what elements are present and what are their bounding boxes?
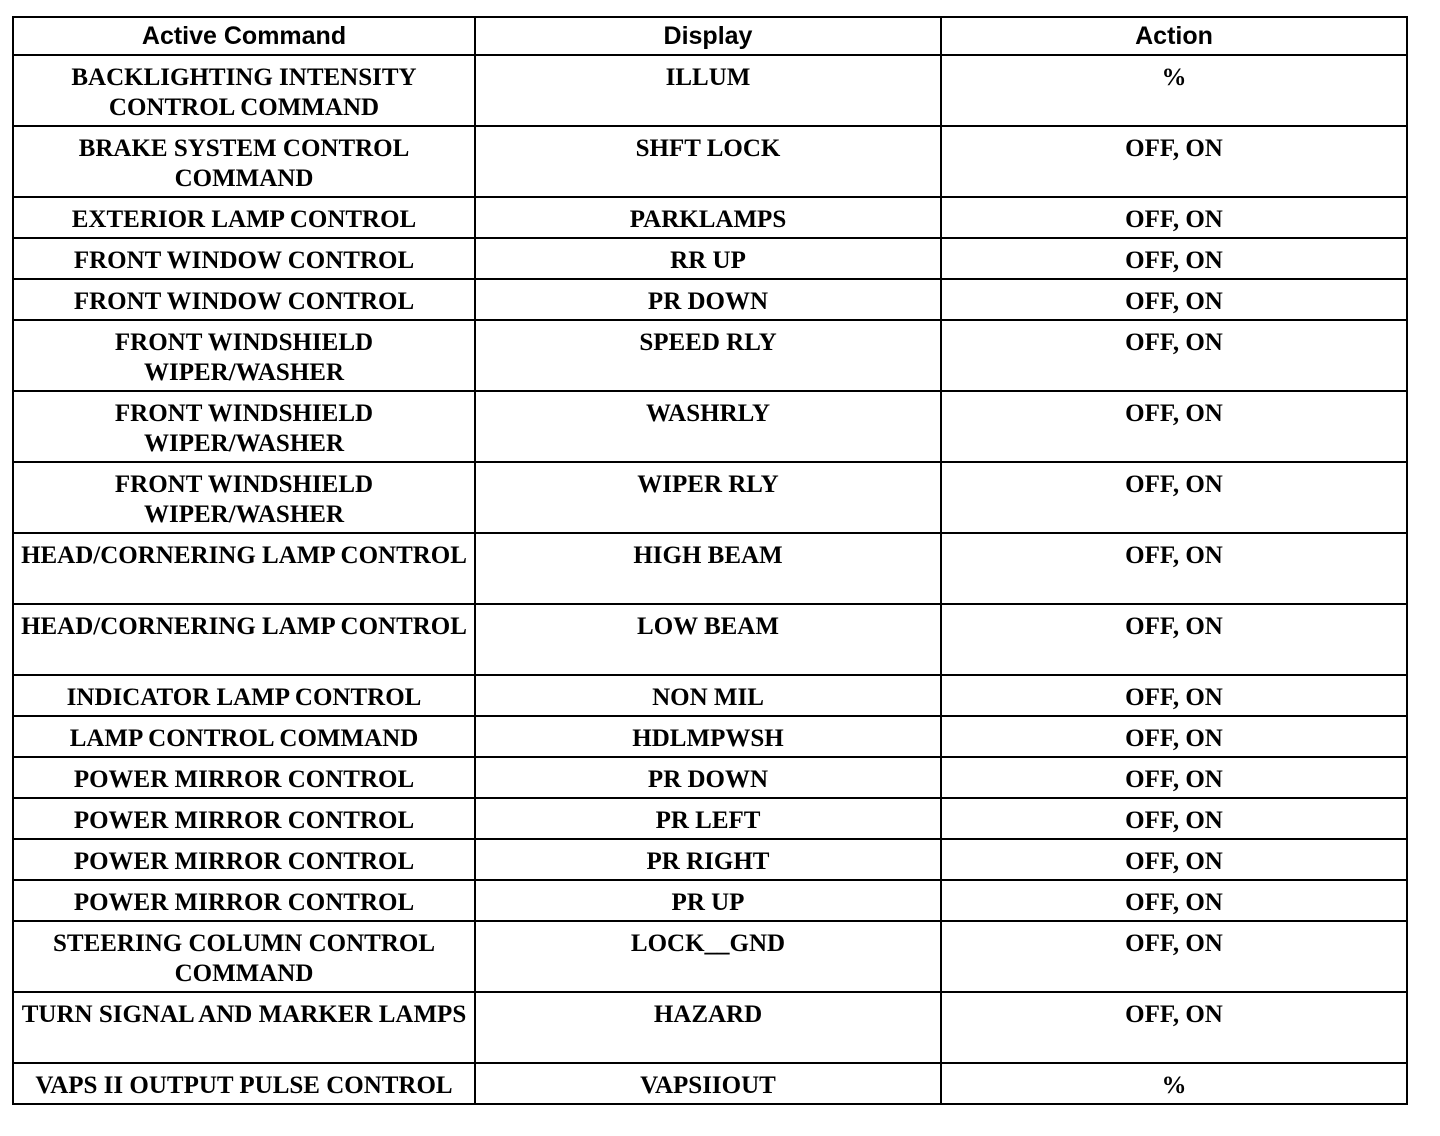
table-row xyxy=(13,279,1407,320)
cell-display: ILLUM xyxy=(475,55,941,126)
cell-active-command: EXTERIOR LAMP CONTROL xyxy=(13,197,475,238)
cell-display: LOCK__GND xyxy=(475,921,941,992)
cell-display: WIPER RLY xyxy=(475,462,941,533)
table-row xyxy=(13,533,1407,604)
table-row xyxy=(13,798,1407,839)
cell-action: OFF, ON xyxy=(941,839,1407,880)
table-row xyxy=(13,391,1407,462)
cell-action: OFF, ON xyxy=(941,798,1407,839)
table-row xyxy=(13,716,1407,757)
table-row xyxy=(13,757,1407,798)
cell-action: OFF, ON xyxy=(941,279,1407,320)
cell-display: HDLMPWSH xyxy=(475,716,941,757)
cell-active-command: FRONT WINDSHIELD WIPER/WASHER xyxy=(13,320,475,391)
table-row xyxy=(13,126,1407,197)
table-row xyxy=(13,675,1407,716)
cell-active-command: BACKLIGHTING INTENSITY CONTROL COMMAND xyxy=(13,55,475,126)
cell-action: OFF, ON xyxy=(941,675,1407,716)
cell-action: OFF, ON xyxy=(941,992,1407,1063)
cell-action: OFF, ON xyxy=(941,238,1407,279)
cell-action: OFF, ON xyxy=(941,880,1407,921)
cell-display: PR RIGHT xyxy=(475,839,941,880)
cell-active-command: VAPS II OUTPUT PULSE CONTROL xyxy=(13,1063,475,1104)
cell-action: OFF, ON xyxy=(941,533,1407,604)
cell-display: HAZARD xyxy=(475,992,941,1063)
cell-display: PR UP xyxy=(475,880,941,921)
table-row xyxy=(13,238,1407,279)
cell-action: % xyxy=(941,55,1407,126)
cell-display: SHFT LOCK xyxy=(475,126,941,197)
header-row xyxy=(13,17,1407,55)
cell-display: HIGH BEAM xyxy=(475,533,941,604)
cell-active-command: HEAD/CORNERING LAMP CONTROL xyxy=(13,604,475,675)
cell-action: OFF, ON xyxy=(941,320,1407,391)
cell-display: WASHRLY xyxy=(475,391,941,462)
table-row xyxy=(13,1063,1407,1104)
cell-display: PARKLAMPS xyxy=(475,197,941,238)
cell-display: SPEED RLY xyxy=(475,320,941,391)
cell-active-command: FRONT WINDSHIELD WIPER/WASHER xyxy=(13,462,475,533)
header-active-command: Active Command xyxy=(13,17,475,55)
cell-active-command: BRAKE SYSTEM CONTROL COMMAND xyxy=(13,126,475,197)
cell-active-command: FRONT WINDOW CONTROL xyxy=(13,238,475,279)
cell-active-command: INDICATOR LAMP CONTROL xyxy=(13,675,475,716)
cell-active-command: POWER MIRROR CONTROL xyxy=(13,757,475,798)
cell-active-command: TURN SIGNAL AND MARKER LAMPS xyxy=(13,992,475,1063)
cell-active-command: STEERING COLUMN CONTROL COMMAND xyxy=(13,921,475,992)
cell-action: OFF, ON xyxy=(941,757,1407,798)
cell-active-command: LAMP CONTROL COMMAND xyxy=(13,716,475,757)
cell-active-command: POWER MIRROR CONTROL xyxy=(13,880,475,921)
cell-active-command: FRONT WINDOW CONTROL xyxy=(13,279,475,320)
cell-action: OFF, ON xyxy=(941,126,1407,197)
cell-action: OFF, ON xyxy=(941,604,1407,675)
active-command-table xyxy=(12,16,1408,1105)
table-row xyxy=(13,55,1407,126)
table-row xyxy=(13,921,1407,992)
table-row xyxy=(13,839,1407,880)
cell-display: LOW BEAM xyxy=(475,604,941,675)
cell-display: PR DOWN xyxy=(475,279,941,320)
cell-active-command: HEAD/CORNERING LAMP CONTROL xyxy=(13,533,475,604)
cell-display: PR DOWN xyxy=(475,757,941,798)
cell-active-command: POWER MIRROR CONTROL xyxy=(13,798,475,839)
cell-action: OFF, ON xyxy=(941,462,1407,533)
cell-action: OFF, ON xyxy=(941,921,1407,992)
cell-display: NON MIL xyxy=(475,675,941,716)
cell-action: OFF, ON xyxy=(941,197,1407,238)
cell-action: OFF, ON xyxy=(941,391,1407,462)
table-row xyxy=(13,880,1407,921)
cell-display: RR UP xyxy=(475,238,941,279)
table-row xyxy=(13,992,1407,1063)
table-row xyxy=(13,320,1407,391)
table-row xyxy=(13,604,1407,675)
cell-active-command: FRONT WINDSHIELD WIPER/WASHER xyxy=(13,391,475,462)
header-action: Action xyxy=(941,17,1407,55)
cell-display: VAPSIIOUT xyxy=(475,1063,941,1104)
cell-action: % xyxy=(941,1063,1407,1104)
cell-action: OFF, ON xyxy=(941,716,1407,757)
table-row xyxy=(13,462,1407,533)
header-display: Display xyxy=(475,17,941,55)
table-row xyxy=(13,197,1407,238)
cell-active-command: POWER MIRROR CONTROL xyxy=(13,839,475,880)
table-header xyxy=(13,17,1407,55)
table-body xyxy=(13,55,1407,1104)
cell-display: PR LEFT xyxy=(475,798,941,839)
